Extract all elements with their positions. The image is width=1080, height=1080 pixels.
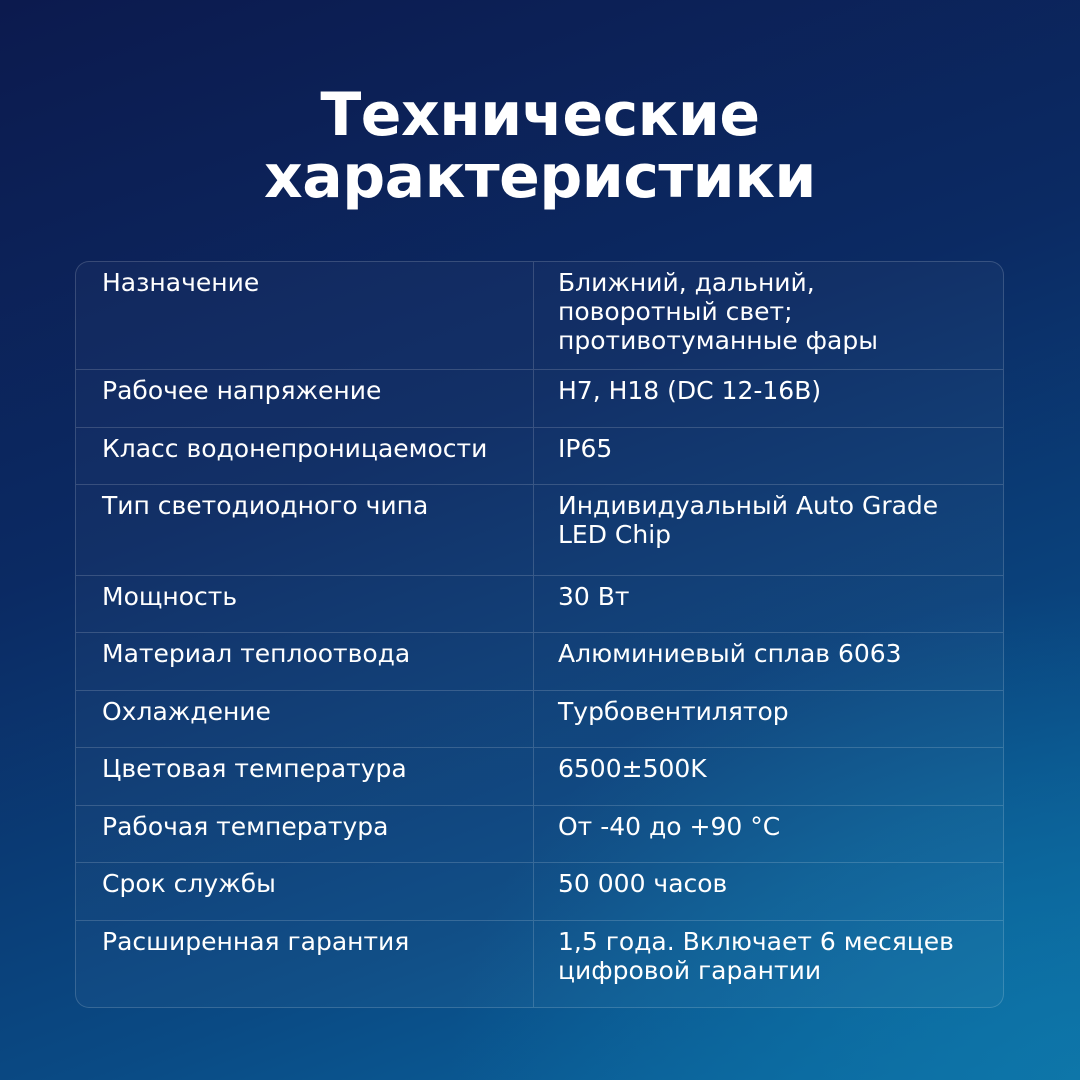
spec-row [76,370,1003,428]
spec-value-line: 6500±500K [558,754,707,783]
spec-table [75,261,1004,1008]
spec-row [76,691,1003,748]
spec-row [76,262,1003,370]
spec-row [76,806,1003,863]
spec-value [534,428,1003,484]
spec-value [534,748,1003,805]
spec-name: Расширенная гарантия [76,921,534,1008]
spec-value [534,691,1003,747]
spec-value-line: 30 Вт [558,582,630,611]
spec-value [534,576,1003,632]
spec-value [534,633,1003,690]
spec-value-line: цифровой гарантии [558,956,822,985]
spec-value-line: От -40 до +90 °С [558,812,781,841]
spec-value-line: Турбовентилятор [558,697,789,726]
page-title-line-1: Технические [320,80,760,150]
spec-name: Материал теплоотвода [76,633,534,690]
spec-value [534,806,1003,862]
spec-row [76,576,1003,633]
spec-row [76,428,1003,485]
spec-name: Назначение [76,262,534,369]
spec-name: Цветовая температура [76,748,534,805]
spec-name: Рабочая температура [76,806,534,862]
spec-row [76,863,1003,921]
spec-name: Мощность [76,576,534,632]
spec-value-line: 50 000 часов [558,869,728,898]
spec-value [534,863,1003,920]
spec-value-line: поворотный свет; [558,297,793,326]
page-title-line-2: характеристики [264,142,816,212]
spec-value [534,485,1003,575]
spec-name: Класс водонепроницаемости [76,428,534,484]
spec-value-line: LED Chip [558,520,672,549]
spec-name: Рабочее напряжение [76,370,534,427]
spec-row [76,748,1003,806]
spec-value-line: IP65 [558,434,613,463]
page-title [0,80,1080,212]
spec-name: Срок службы [76,863,534,920]
spec-value-line: H7, H18 (DC 12-16B) [558,376,822,405]
spec-value-line: Индивидуальный Auto Grade [558,491,939,520]
spec-value [534,921,1003,1008]
spec-name: Тип светодиодного чипа [76,485,534,575]
spec-row [76,921,1003,1008]
spec-name: Охлаждение [76,691,534,747]
spec-value [534,370,1003,427]
spec-value-line: 1,5 года. Включает 6 месяцев [558,927,954,956]
spec-row [76,633,1003,691]
spec-value-line: Алюминиевый сплав 6063 [558,639,902,668]
spec-row [76,485,1003,576]
spec-value-line: противотуманные фары [558,326,878,355]
spec-value [534,262,1003,369]
spec-value-line: Ближний, дальний, [558,268,815,297]
